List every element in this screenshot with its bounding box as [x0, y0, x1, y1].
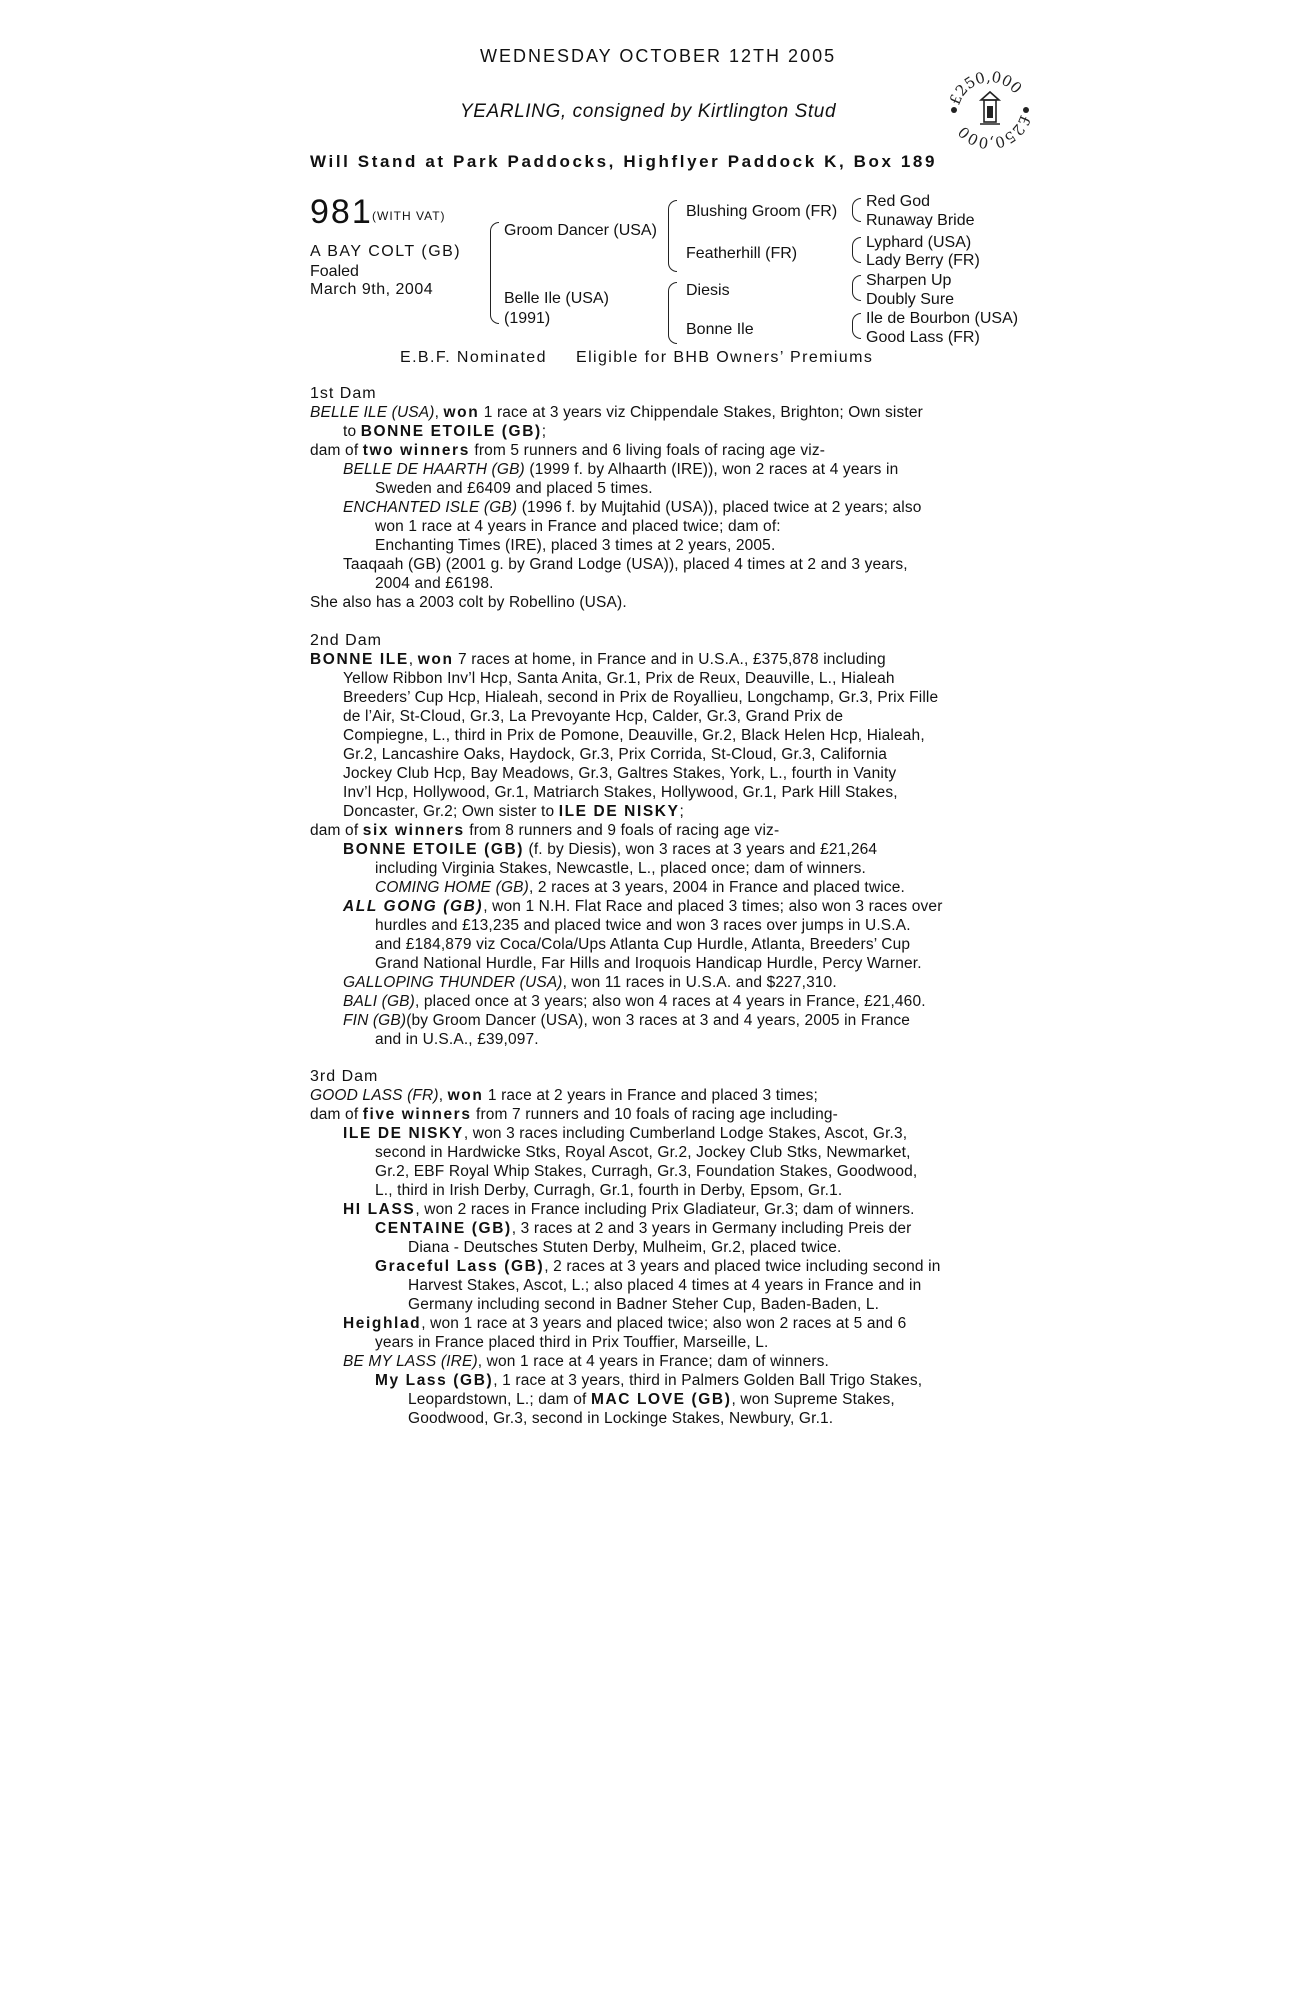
svg-text:£250,000 — [954, 113, 1034, 153]
foaled-date: March 9th, 2004 — [310, 281, 434, 298]
pedigree-ggparent: Ile de Bourbon (USA) — [866, 310, 1019, 327]
third-dam-line: Goodwood, Gr.3, second in Lockinge Stakes, Newbury, Gr.1. — [408, 1410, 834, 1427]
first-dam-line: ENCHANTED ISLE (GB) (1996 f. by Mujtahid (USA)), placed twice at 2 years; also — [343, 499, 922, 516]
third-dam-line: CENTAINE (GB), 3 races at 2 and 3 years in Germany including Preis der — [375, 1220, 912, 1237]
first-dam-line: dam of two winners from 5 runners and 6 living foals of racing age viz- — [310, 442, 826, 459]
first-dam-line: BELLE DE HAARTH (GB) (1999 f. by Alhaarth (IRE)), won 2 races at 4 years in — [343, 461, 899, 478]
pedigree-sire: Groom Dancer (USA) — [504, 222, 657, 239]
svg-text:£250,000 — [946, 68, 1026, 108]
lot-number: 981 — [310, 193, 373, 231]
foaled-label: Foaled — [310, 263, 359, 280]
pedigree-ggparent: Lady Berry (FR) — [866, 252, 980, 269]
third-dam-line: BE MY LASS (IRE), won 1 race at 4 years in France; dam of winners. — [343, 1353, 830, 1370]
first-dam-line: BELLE ILE (USA), won 1 race at 3 years viz Chippendale Stakes, Brighton; Own sister — [310, 404, 923, 421]
third-dam-line: HI LASS, won 2 races in France including Prix Gladiateur, Gr.3; dam of winners. — [343, 1201, 915, 1218]
pedigree-ggparent: Sharpen Up — [866, 272, 952, 289]
lot-description: A BAY COLT (GB) — [310, 243, 462, 260]
second-dam-line: and in U.S.A., £39,097. — [375, 1031, 539, 1048]
ebf-nominated: E.B.F. Nominated — [400, 349, 547, 366]
third-dam-line: Harvest Stakes, Ascot, L.; also placed 4 times at 4 years in France and in — [408, 1277, 922, 1294]
first-dam-line: Taaqaah (GB) (2001 g. by Grand Lodge (USA)), placed 4 times at 2 and 3 years, — [343, 556, 908, 573]
second-dam-line: Compiegne, L., third in Prix de Pomone, Deauville, Gr.2, Black Helen Hcp, Hialeah, — [343, 727, 925, 744]
third-dam-line: Diana - Deutsches Stuten Derby, Mulheim, Gr.2, placed twice. — [408, 1239, 842, 1256]
pedigree-ggparent: Red God — [866, 193, 931, 210]
first-dam-heading: 1st Dam — [310, 385, 377, 402]
second-dam-line: Inv’l Hcp, Hollywood, Gr.1, Matriarch Stakes, Hollywood, Gr.1, Park Hill Stakes, — [343, 784, 898, 801]
pedigree-brace — [852, 275, 861, 301]
pedigree-ggparent: Runaway Bride — [866, 212, 975, 229]
second-dam-line: COMING HOME (GB), 2 races at 3 years, 2004 in France and placed twice. — [375, 879, 905, 896]
first-dam-line: to BONNE ETOILE (GB); — [343, 423, 547, 440]
second-dam-line: BALI (GB), placed once at 3 years; also won 4 races at 4 years in France, £21,460. — [343, 993, 926, 1010]
third-dam-line: Graceful Lass (GB), 2 races at 3 years and placed twice including second in — [375, 1258, 941, 1275]
pedigree-dam-dam: Bonne Ile — [686, 321, 754, 338]
pedigree-ggparent: Good Lass (FR) — [866, 329, 980, 346]
first-dam-line: She also has a 2003 colt by Robellino (USA). — [310, 594, 627, 611]
second-dam-line: Jockey Club Hcp, Bay Meadows, Gr.3, Galtres Stakes, York, L., fourth in Vanity — [343, 765, 897, 782]
third-dam-line: Heighlad, won 1 race at 3 years and placed twice; also won 2 races at 5 and 6 — [343, 1315, 907, 1332]
consignment-line: YEARLING, consigned by Kirtlington Stud — [460, 101, 837, 122]
third-dam-line: Gr.2, EBF Royal Whip Stakes, Curragh, Gr.3, Foundation Stakes, Goodwood, — [375, 1163, 918, 1180]
second-dam-heading: 2nd Dam — [310, 632, 382, 649]
first-dam-line: Sweden and £6409 and placed 5 times. — [375, 480, 653, 497]
pedigree-brace — [852, 237, 861, 263]
third-dam-line: L., third in Irish Derby, Curragh, Gr.1, fourth in Derby, Epsom, Gr.1. — [375, 1182, 843, 1199]
pedigree-brace — [490, 222, 499, 324]
third-dam-line: years in France placed third in Prix Touffier, Marseille, L. — [375, 1334, 769, 1351]
pedigree-dam-year: (1991) — [504, 310, 551, 327]
pedigree-brace — [852, 313, 861, 339]
second-dam-line: Doncaster, Gr.2; Own sister to ILE DE NISKY; — [343, 803, 684, 820]
pedigree-ggparent: Lyphard (USA) — [866, 234, 972, 251]
second-dam-line: dam of six winners from 8 runners and 9 foals of racing age viz- — [310, 822, 780, 839]
second-dam-line: hurdles and £13,235 and placed twice and won 3 races over jumps in U.S.A. — [375, 917, 911, 934]
pedigree-brace — [668, 200, 677, 272]
second-dam-line: BONNE ILE, won 7 races at home, in France and in U.S.A., £375,878 including — [310, 651, 886, 668]
second-dam-line: GALLOPING THUNDER (USA), won 11 races in U.S.A. and $227,310. — [343, 974, 837, 991]
third-dam-heading: 3rd Dam — [310, 1068, 379, 1085]
third-dam-line: ILE DE NISKY, won 3 races including Cumberland Lodge Stakes, Ascot, Gr.3, — [343, 1125, 908, 1142]
sale-date: WEDNESDAY OCTOBER 12TH 2005 — [480, 46, 837, 66]
third-dam-line: My Lass (GB), 1 race at 3 years, third in Palmers Golden Ball Trigo Stakes, — [375, 1372, 923, 1389]
third-dam-line: dam of five winners from 7 runners and 10 foals of racing age including- — [310, 1106, 838, 1123]
second-dam-line: and £184,879 viz Coca/Cola/Ups Atlanta Cup Hurdle, Atlanta, Breeders’ Cup — [375, 936, 911, 953]
pedigree-brace — [668, 282, 677, 344]
second-dam-line: Breeders’ Cup Hcp, Hialeah, second in Prix de Royallieu, Longchamp, Gr.3, Prix Fille — [343, 689, 939, 706]
second-dam-line: de l’Air, St-Cloud, Gr.3, La Prevoyante Hcp, Calder, Gr.3, Grand Prix de — [343, 708, 844, 725]
pedigree-sire-sire: Blushing Groom (FR) — [686, 203, 838, 220]
second-dam-line: BONNE ETOILE (GB) (f. by Diesis), won 3 races at 3 years and £21,264 — [343, 841, 878, 858]
vat-note: (WITH VAT) — [372, 209, 446, 223]
pedigree-ggparent: Doubly Sure — [866, 291, 955, 308]
first-dam-line: 2004 and £6198. — [375, 575, 494, 592]
pedigree-dam: Belle Ile (USA) — [504, 290, 609, 307]
second-dam-line: ALL GONG (GB), won 1 N.H. Flat Race and placed 3 times; also won 3 races over — [343, 898, 943, 915]
pedigree-brace — [852, 198, 861, 222]
bhb-premiums: Eligible for BHB Owners’ Premiums — [576, 349, 874, 366]
second-dam-line: Gr.2, Lancashire Oaks, Haydock, Gr.3, Prix Corrida, St-Cloud, Gr.3, California — [343, 746, 888, 763]
second-dam-line: Grand National Hurdle, Far Hills and Iroquois Handicap Hurdle, Percy Warner. — [375, 955, 922, 972]
seal-text-bottom: £250,000 — [954, 112, 1035, 153]
second-dam-line: Yellow Ribbon Inv’l Hcp, Santa Anita, Gr.1, Prix de Reux, Deauville, L., Hialeah — [343, 670, 895, 687]
second-dam-line: FIN (GB)(by Groom Dancer (USA), won 3 races at 3 and 4 years, 2005 in France — [343, 1012, 911, 1029]
third-dam-line: Germany including second in Badner Steher Cup, Baden-Baden, L. — [408, 1296, 880, 1313]
pedigree-dam-sire: Diesis — [686, 282, 730, 299]
price-seal-icon — [944, 64, 1036, 156]
first-dam-line: Enchanting Times (IRE), placed 3 times at 2 years, 2005. — [375, 537, 776, 554]
second-dam-line: including Virginia Stakes, Newcastle, L., placed once; dam of winners. — [375, 860, 866, 877]
stand-location: Will Stand at Park Paddocks, Highflyer Paddock K, Box 189 — [310, 152, 938, 171]
third-dam-line: Leopardstown, L.; dam of MAC LOVE (GB), won Supreme Stakes, — [408, 1391, 895, 1408]
pedigree-sire-dam: Featherhill (FR) — [686, 245, 798, 262]
first-dam-line: won 1 race at 4 years in France and placed twice; dam of: — [375, 518, 781, 535]
seal-text-top: £250,000 — [945, 67, 1026, 108]
third-dam-line: GOOD LASS (FR), won 1 race at 2 years in France and placed 3 times; — [310, 1087, 819, 1104]
third-dam-line: second in Hardwicke Stks, Royal Ascot, Gr.2, Jockey Club Stks, Newmarket, — [375, 1144, 911, 1161]
